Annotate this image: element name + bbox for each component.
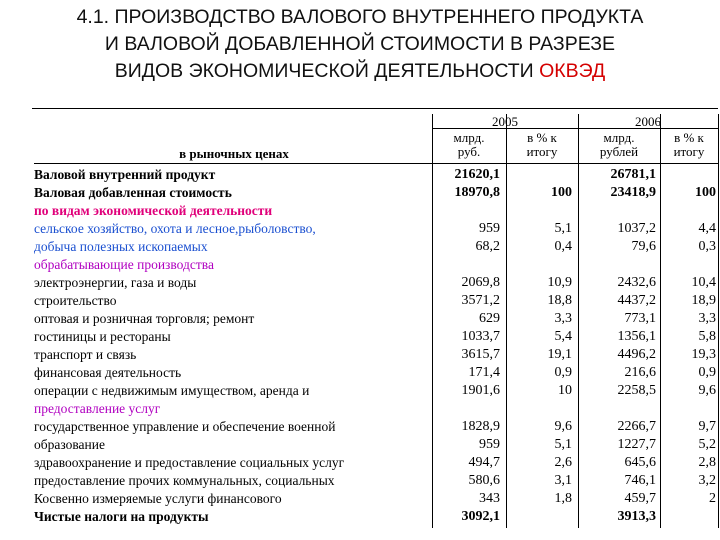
percent-2006-cell: 5,2 [698,437,716,452]
table-row [34,220,718,238]
value-2006-cell: 2432,6 [617,275,656,290]
header-market-prices: в рыночных ценах [179,146,289,161]
value-2005-cell: 68,2 [475,239,500,254]
value-2005-cell: 1901,6 [461,383,500,398]
percent-2005-cell: 10,9 [547,275,572,290]
value-2006-cell: 4437,2 [617,293,656,308]
header-pct-2005-a: в % к [527,130,557,145]
percent-2006-cell: 0,9 [698,365,716,380]
percent-2005-cell: 18,8 [547,293,572,308]
row-label: Косвенно измеряемые услуги финансового [34,491,282,506]
table-row [34,508,718,526]
percent-2006-cell: 2,8 [698,455,716,470]
table-row [34,184,718,202]
header-pct-2006-b: итогу [673,144,705,159]
value-2006-cell: 23418,9 [610,185,656,200]
row-label: здравоохранение и предоставление социальных услуг [34,455,345,470]
value-2005-cell: 2069,8 [461,275,500,290]
percent-2006-cell: 19,3 [691,347,716,362]
row-label: предоставление прочих коммунальных, социальных [34,473,335,488]
value-2005-cell: 959 [479,437,500,452]
row-label: государственное управление и обеспечение военной [34,419,336,434]
value-2005-cell: 21620,1 [454,167,500,182]
percent-2005-cell: 3,3 [554,311,572,326]
row-label: образование [34,437,105,452]
value-2006-cell: 1227,7 [617,437,656,452]
value-2006-cell: 773,1 [624,311,656,326]
table-row [34,454,718,472]
table-row [34,490,718,508]
value-2006-cell: 79,6 [631,239,656,254]
percent-2005-cell: 3,1 [554,473,572,488]
row-label: операции с недвижимым имуществом, аренда и [34,383,310,398]
value-2006-cell: 1037,2 [617,221,656,236]
row-label: транспорт и связь [34,347,137,362]
value-2006-cell: 4496,2 [617,347,656,362]
table-row [34,292,718,310]
value-2005-cell: 171,4 [468,365,500,380]
percent-2006-cell: 4,4 [698,221,716,236]
value-2005-cell: 3615,7 [461,347,500,362]
percent-2006-cell: 9,6 [698,383,716,398]
value-2006-cell: 1356,1 [617,329,656,344]
table-row [34,310,718,328]
table-row [34,202,718,220]
percent-2005-cell: 1,8 [554,491,572,506]
value-2006-cell: 216,6 [624,365,656,380]
table-row [34,418,718,436]
percent-2006-cell: 3,3 [698,311,716,326]
value-2005-cell: 3571,2 [461,293,500,308]
value-2005-cell: 959 [479,221,500,236]
value-2005-cell: 494,7 [468,455,500,470]
title-line-3 [0,58,720,85]
okved-accent: ОКВЭД [539,60,606,82]
value-2005-cell: 580,6 [468,473,500,488]
percent-2005-cell: 5,4 [554,329,572,344]
table-row [34,256,718,274]
title-line-3-text: ВИДОВ ЭКОНОМИЧЕСКОЙ ДЕЯТЕЛЬНОСТИ [114,60,534,82]
grid-hline-years [432,128,718,129]
percent-2006-cell: 3,2 [698,473,716,488]
value-2006-cell: 3913,3 [617,509,656,524]
percent-2006-cell: 5,8 [698,329,716,344]
header-unit-2005-b: руб. [457,144,481,159]
value-2005-cell: 1828,9 [461,419,500,434]
row-label: финансовая деятельность [34,365,182,380]
table-row [34,238,718,256]
row-label: Валовой внутренний продукт [34,167,216,182]
row-label: предоставление услуг [34,401,161,416]
header-year-2006: 2006 [635,114,661,129]
percent-2006-cell: 18,9 [691,293,716,308]
row-label: обрабатывающие производства [34,257,214,272]
slide-title [0,4,720,85]
percent-2005-cell: 9,6 [554,419,572,434]
row-label: электроэнергии, газа и воды [34,275,197,290]
table-row [34,400,718,418]
header-unit-2006-a: млрд. [603,130,635,145]
table-row [34,364,718,382]
percent-2006-cell: 100 [695,185,716,200]
table-row [34,472,718,490]
row-label: добыча полезных ископаемых [34,239,208,254]
row-label: строительство [34,293,117,308]
table-row [34,382,718,400]
percent-2005-cell: 19,1 [547,347,572,362]
percent-2006-cell: 2 [709,491,716,506]
percent-2005-cell: 5,1 [554,437,572,452]
value-2005-cell: 3092,1 [461,509,500,524]
value-2006-cell: 26781,1 [610,167,656,182]
header-unit-2005-a: млрд. [453,130,485,145]
grid-hline-header [34,163,718,164]
percent-2005-cell: 2,6 [554,455,572,470]
grid-vline-5 [718,114,719,528]
title-divider [32,108,718,109]
percent-2005-cell: 10 [558,383,572,398]
value-2005-cell: 343 [479,491,500,506]
value-2005-cell: 1033,7 [461,329,500,344]
header-unit-2006-b: рублей [599,144,639,159]
row-label: Валовая добавленная стоимость [34,185,232,200]
title-line-1: 4.1. ПРОИЗВОДСТВО ВАЛОВОГО ВНУТРЕННЕГО ПРОДУКТА [76,6,644,28]
row-label: Чистые налоги на продукты [34,509,209,524]
percent-2005-cell: 100 [551,185,572,200]
value-2006-cell: 2258,5 [617,383,656,398]
table-row [34,328,718,346]
table-row [34,274,718,292]
table-row [34,436,718,454]
header-pct-2006-a: в % к [674,130,704,145]
row-label: оптовая и розничная торговля; ремонт [34,311,255,326]
value-2006-cell: 645,6 [624,455,656,470]
row-label: гостиницы и рестораны [34,329,171,344]
row-label: сельское хозяйство, охота и лесное,рыболовство, [34,221,316,236]
percent-2005-cell: 0,4 [554,239,572,254]
value-2005-cell: 629 [479,311,500,326]
value-2006-cell: 746,1 [624,473,656,488]
percent-2005-cell: 5,1 [554,221,572,236]
value-2005-cell: 18970,8 [454,185,500,200]
row-label: по видам экономической деятельности [34,203,273,218]
percent-2006-cell: 9,7 [698,419,716,434]
percent-2006-cell: 10,4 [691,275,716,290]
header-year-2005: 2005 [492,114,518,129]
table-row [34,346,718,364]
title-line-2: И ВАЛОВОЙ ДОБАВЛЕННОЙ СТОИМОСТИ В РАЗРЕЗЕ [104,33,616,55]
header-pct-2005-b: итогу [526,144,558,159]
value-2006-cell: 2266,7 [617,419,656,434]
table-row [34,166,718,184]
value-2006-cell: 459,7 [624,491,656,506]
percent-2006-cell: 0,3 [698,239,716,254]
percent-2005-cell: 0,9 [554,365,572,380]
